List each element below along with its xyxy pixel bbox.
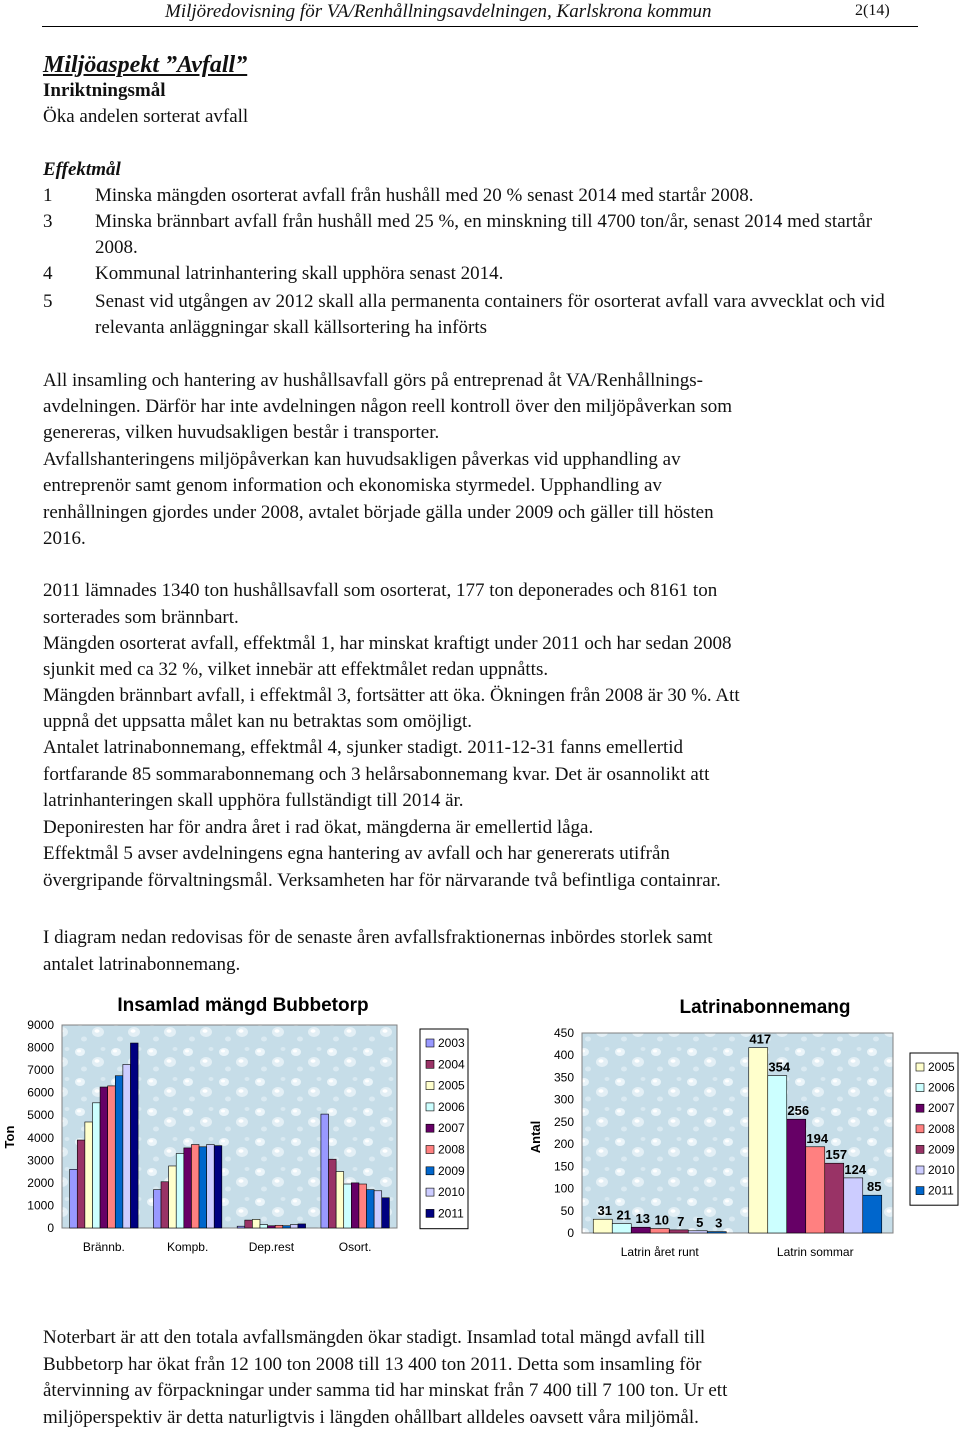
y-tick-label: 400 — [553, 1048, 574, 1063]
y-tick-label: 3000 — [27, 1153, 54, 1168]
paragraph-line: sorterades som brännbart. — [43, 607, 239, 628]
legend-label: 2007 — [928, 1101, 955, 1116]
y-tick-label: 200 — [553, 1137, 574, 1152]
paragraph-line: All insamling och hantering av hushållsavfall görs på entreprenad åt VA/Renhållnings- — [43, 370, 703, 391]
y-tick-label: 100 — [553, 1181, 574, 1196]
legend-swatch — [426, 1060, 434, 1068]
category-label: Osort. — [338, 1240, 372, 1254]
paragraph-line: avdelningen. Därför har inte avdelningen någon reell kontroll över den miljöpåverkan som — [43, 396, 733, 417]
bar — [260, 1225, 268, 1228]
data-label: 256 — [787, 1103, 810, 1119]
chart-title: Insamlad mängd Bubbetorp — [117, 995, 369, 1016]
paragraph-line: fortfarande 85 sommarabonnemang och 3 helårsabonnemang kvar. Det är osannolikt att — [43, 764, 710, 785]
legend-swatch — [426, 1167, 434, 1175]
legend-label: 2009 — [928, 1142, 955, 1157]
bar — [344, 1184, 352, 1228]
latrin-chart — [528, 997, 958, 1259]
legend-label: 2005 — [438, 1078, 465, 1093]
bar — [298, 1224, 306, 1228]
bar — [207, 1145, 215, 1228]
bar — [123, 1064, 131, 1228]
legend-label: 2007 — [438, 1121, 465, 1136]
legend-label: 2006 — [928, 1080, 955, 1095]
y-axis-label: Ton — [2, 1125, 17, 1149]
bar — [237, 1226, 245, 1228]
legend-swatch — [916, 1145, 924, 1153]
bar — [290, 1225, 298, 1228]
y-tick-label: 6000 — [27, 1085, 54, 1100]
legend-label: 2010 — [928, 1163, 955, 1177]
paragraph-line: sjunkit med ca 32 %, vilket innebär att effektmålet redan uppnåtts. — [43, 659, 549, 680]
data-label: 21 — [616, 1207, 631, 1223]
paragraph-line: uppnå det uppsatta målet kan nu betraktas som omöjligt. — [43, 711, 472, 732]
bar — [367, 1190, 375, 1228]
page-heading: Miljöaspekt ”Avfall” — [43, 52, 248, 78]
bar — [336, 1172, 344, 1228]
bar — [612, 1224, 631, 1233]
bar — [191, 1145, 199, 1228]
inriktningsmal-label: Inriktningsmål — [43, 80, 166, 101]
legend-swatch — [426, 1146, 434, 1154]
legend-swatch — [426, 1039, 434, 1047]
category-label: Kompb. — [166, 1240, 209, 1254]
inriktningsmal-text: Öka andelen sorterat avfall — [43, 106, 249, 127]
bar — [321, 1114, 329, 1228]
bar — [283, 1226, 291, 1228]
bar — [130, 1043, 138, 1228]
bar — [351, 1183, 359, 1228]
legend-swatch — [916, 1063, 924, 1071]
y-tick-label: 2000 — [27, 1175, 54, 1190]
header-rule — [42, 26, 918, 27]
bar — [382, 1198, 390, 1228]
y-tick-label: 5000 — [27, 1108, 54, 1123]
paragraph-line: Antalet latrinabonnemang, effektmål 4, sjunker stadigt. 2011-12-31 fanns emellertid — [43, 737, 684, 758]
y-tick-label: 9000 — [27, 1018, 54, 1032]
paragraph-line: Bubbetorp har ökat från 12 100 ton 2008 till 13 400 ton 2011. Detta som insamling för — [43, 1354, 702, 1375]
legend-label: 2006 — [438, 1099, 465, 1114]
data-label: 3 — [715, 1215, 723, 1231]
bar — [199, 1147, 207, 1228]
goal-number: 3 — [43, 211, 53, 232]
data-label: 194 — [806, 1130, 829, 1146]
data-label: 13 — [635, 1211, 650, 1227]
y-tick-label: 0 — [47, 1221, 54, 1235]
goal-text: Senast vid utgången av 2012 skall alla permanenta containers för osorterat avfall vara avvecklat och vid relevanta anläggningar skall källsortering ha införts — [95, 291, 885, 338]
bar — [245, 1220, 253, 1228]
bar — [169, 1166, 177, 1228]
bar — [268, 1226, 276, 1228]
category-label: Dep.rest — [248, 1240, 295, 1254]
paragraph-line: Effektmål 5 avser avdelningens egna hantering av avfall och har genererats utifrån — [43, 843, 670, 864]
paragraph-line: Mängden brännbart avfall, i effektmål 3, fortsätter att öka. Ökningen från 2008 är 30 %. Att — [43, 685, 740, 706]
y-tick-label: 150 — [553, 1159, 574, 1174]
bar — [252, 1219, 260, 1228]
bar — [863, 1195, 882, 1233]
legend-label: 2005 — [928, 1060, 955, 1074]
paragraph-line: övergripande förvaltningsmål. Verksamheten har för närvarande två befintliga containrar. — [43, 870, 721, 891]
data-label: 31 — [597, 1203, 612, 1219]
paragraph-line: Noterbart är att den totala avfallsmängden ökar stadigt. Insamlad total mängd avfall till — [43, 1327, 706, 1348]
bar — [70, 1169, 78, 1228]
paragraph-line: 2011 lämnades 1340 ton hushållsavfall som osorterat, 177 ton deponerades och 8161 ton — [43, 580, 718, 601]
legend-label: 2003 — [438, 1036, 465, 1050]
y-axis-label: Antal — [528, 1120, 543, 1154]
paragraph-line: antalet latrinabonnemang. — [43, 954, 241, 975]
bubbetorp-chart — [2, 995, 468, 1254]
bar — [85, 1122, 93, 1228]
paragraph-line: entreprenör samt genom information och ekonomiska styrmedel. Upphandling av — [43, 475, 662, 496]
bar — [787, 1119, 806, 1233]
goal-number: 5 — [43, 291, 53, 312]
paragraph-line: Avfallshanteringens miljöpåverkan kan huvudsakligen påverkas vid upphandling av — [43, 449, 681, 470]
bar — [707, 1232, 726, 1233]
legend-swatch — [916, 1104, 924, 1112]
bar — [768, 1076, 787, 1233]
bar — [153, 1190, 161, 1228]
bar — [359, 1184, 367, 1228]
data-label: 124 — [844, 1161, 867, 1177]
legend-swatch — [426, 1188, 434, 1196]
paragraph-line: 2016. — [43, 528, 86, 549]
bar — [184, 1148, 192, 1228]
data-label: 85 — [867, 1179, 882, 1195]
paragraph-line: renhållningen gjordes under 2008, avtalet började gälla under 2009 och gäller till hösten — [43, 502, 714, 523]
legend-swatch — [916, 1187, 924, 1195]
bar — [825, 1163, 844, 1233]
category-label: Brännb. — [82, 1240, 125, 1254]
legend-label: 2011 — [928, 1183, 954, 1198]
effektmal-label: Effektmål — [43, 159, 121, 180]
bar — [108, 1086, 116, 1228]
legend-swatch — [916, 1084, 924, 1092]
paragraph-line: miljöperspektiv är detta naturligtvis i längden ohållbart alldeles oavsett våra miljömål. — [43, 1407, 699, 1428]
bar — [115, 1076, 123, 1228]
legend-label: 2008 — [438, 1142, 465, 1157]
bar — [77, 1140, 85, 1228]
paragraph-line: Mängden osorterat avfall, effektmål 1, har minskat kraftigt under 2011 och har sedan 2008 — [43, 633, 732, 654]
legend-label: 2004 — [438, 1057, 465, 1072]
bar — [374, 1191, 382, 1228]
legend-swatch — [426, 1209, 434, 1217]
bar — [275, 1225, 283, 1228]
data-label: 417 — [749, 1031, 772, 1047]
bar — [214, 1146, 222, 1228]
paragraph-line: latrinhanteringen skall upphöra fullständigt till 2014 är. — [43, 790, 464, 811]
legend-label: 2011 — [438, 1206, 464, 1221]
y-tick-label: 7000 — [27, 1063, 54, 1078]
bar — [688, 1231, 707, 1233]
y-tick-label: 50 — [560, 1203, 574, 1218]
bar — [806, 1147, 825, 1233]
goal-number: 1 — [43, 185, 53, 206]
bar — [92, 1103, 100, 1228]
legend-swatch — [426, 1124, 434, 1132]
legend-label: 2010 — [438, 1185, 465, 1200]
category-label: Latrin året runt — [620, 1245, 699, 1259]
y-tick-label: 300 — [553, 1092, 574, 1107]
legend-swatch — [426, 1103, 434, 1111]
bar — [176, 1154, 184, 1228]
goal-number: 4 — [43, 263, 53, 284]
bar — [161, 1182, 169, 1228]
y-tick-label: 4000 — [27, 1130, 54, 1145]
legend-swatch — [916, 1125, 924, 1133]
data-label: 10 — [654, 1212, 669, 1228]
header-title: Miljöredovisning för VA/Renhållningsavdelningen, Karlskrona kommun — [165, 1, 712, 22]
bar — [593, 1219, 612, 1233]
legend-label: 2008 — [928, 1121, 955, 1136]
goal-text: Minska mängden osorterat avfall från hushåll med 20 % senast 2014 med startår 2008. — [95, 185, 754, 206]
bar — [329, 1159, 337, 1228]
charts-figure — [0, 985, 960, 1285]
y-tick-label: 250 — [553, 1114, 574, 1129]
bar — [631, 1227, 650, 1233]
y-tick-label: 8000 — [27, 1040, 54, 1055]
bar — [844, 1178, 863, 1233]
paragraph-line: Deponiresten har för andra året i rad ökat, mängderna är emellertid låga. — [43, 817, 594, 838]
paragraph-line: återvinning av förpackningar under samma tid har minskat från 7 400 till 7 100 ton. Ur ett — [43, 1380, 728, 1401]
legend-swatch — [426, 1082, 434, 1090]
category-label: Latrin sommar — [776, 1245, 854, 1259]
chart-title: Latrinabonnemang — [679, 997, 851, 1018]
data-label: 7 — [677, 1213, 685, 1229]
y-tick-label: 450 — [553, 1026, 574, 1040]
legend-swatch — [916, 1166, 924, 1174]
y-tick-label: 0 — [567, 1226, 574, 1240]
bar — [669, 1230, 688, 1233]
bar — [749, 1048, 768, 1233]
bar — [650, 1229, 669, 1233]
goal-text: Kommunal latrinhantering skall upphöra senast 2014. — [95, 263, 504, 284]
data-label: 5 — [696, 1214, 704, 1230]
data-label: 157 — [825, 1147, 848, 1163]
y-tick-label: 350 — [553, 1070, 574, 1085]
paragraph-line: genereras, vilken huvudsakligen består i transporter. — [43, 422, 440, 443]
legend-label: 2009 — [438, 1163, 465, 1178]
goal-text: Minska brännbart avfall från hushåll med 25 %, en minskning till 4700 ton/år, senast 2014 med startår 2008. — [95, 211, 873, 258]
bar — [100, 1087, 108, 1228]
y-tick-label: 1000 — [27, 1198, 54, 1213]
paragraph-line: I diagram nedan redovisas för de senaste åren avfallsfraktionernas inbördes storlek samt — [43, 927, 713, 948]
page-number: 2(14) — [855, 2, 890, 19]
data-label: 354 — [768, 1059, 791, 1075]
